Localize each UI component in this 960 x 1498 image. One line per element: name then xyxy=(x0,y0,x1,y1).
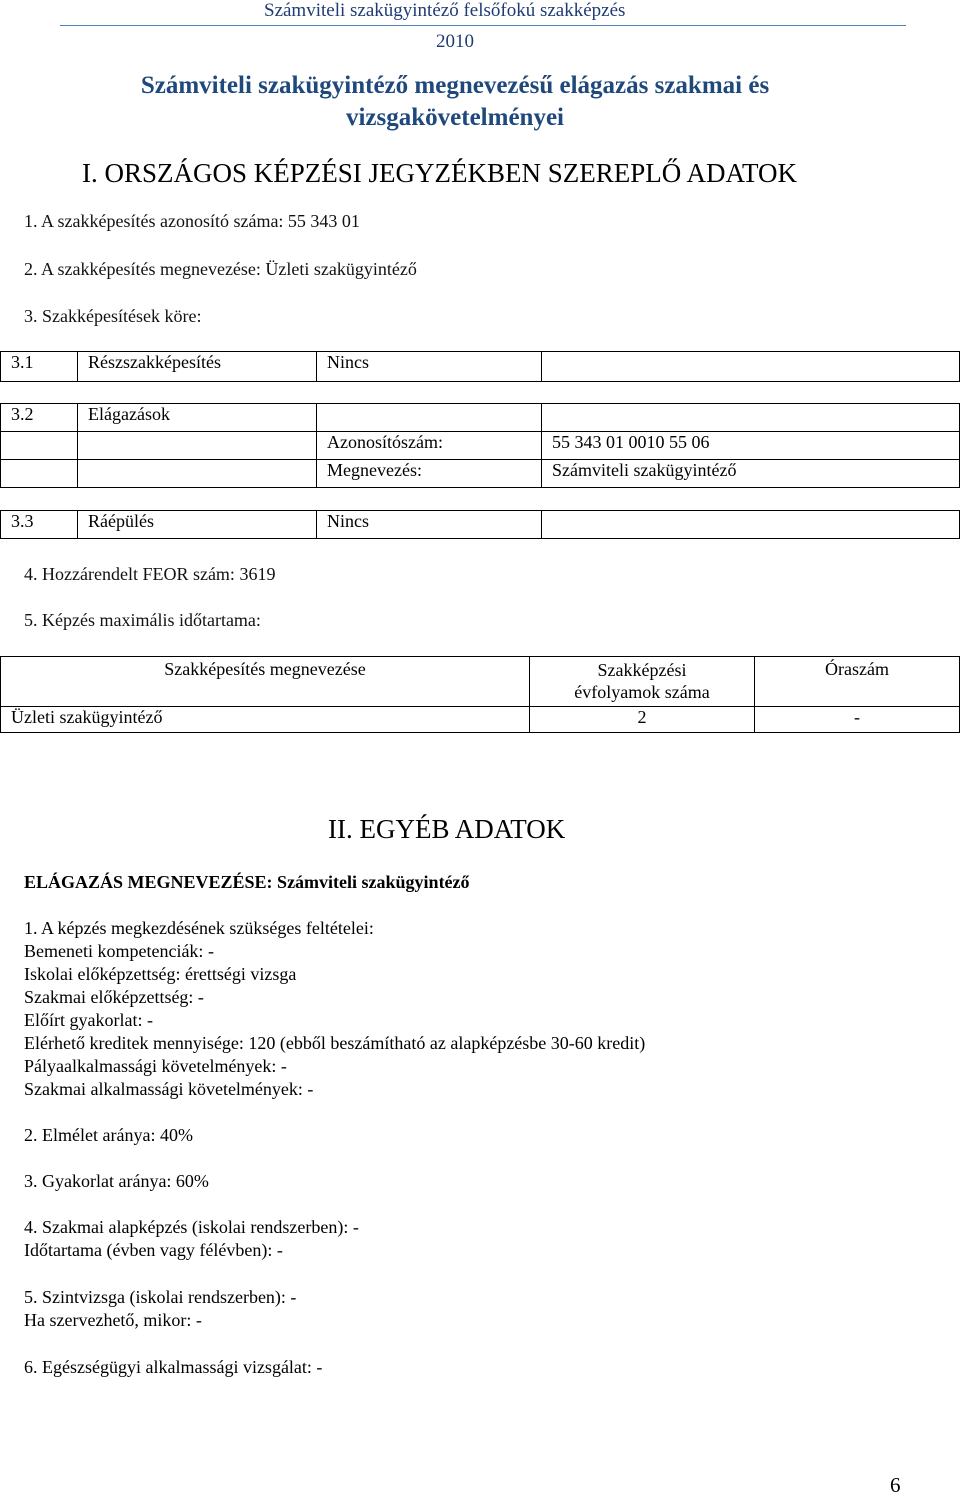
feltetelek-line: Szakmai alkalmassági követelmények: - xyxy=(24,1079,314,1099)
cell-empty xyxy=(317,404,542,432)
header-rule xyxy=(60,25,906,26)
cell-evfolyamok: 2 xyxy=(530,707,755,733)
block-szintvizsga xyxy=(24,1286,296,1332)
cell-value: Nincs xyxy=(317,352,542,382)
table-raepules xyxy=(0,510,960,539)
gyakorlat-arany: 3. Gyakorlat aránya: 60% xyxy=(24,1171,209,1191)
szintvizsga-line: 5. Szintvizsga (iskolai rendszerben): - xyxy=(24,1287,297,1307)
cell-szakkepesites: Üzleti szakügyintéző xyxy=(1,707,530,733)
elagazas-heading: ELÁGAZÁS MEGNEVEZÉSE: Számviteli szakügyintéző xyxy=(24,872,470,892)
cell-empty xyxy=(542,352,960,382)
col-header-evfolyamok xyxy=(530,657,755,707)
item-2-megnevezes: 2. A szakképesítés megnevezése: Üzleti szakügyintéző xyxy=(24,259,417,279)
cell-empty xyxy=(78,432,317,460)
alapkepzes-line: Időtartama (évben vagy félévben): - xyxy=(24,1240,283,1260)
document-title-line2: vizsgakövetelményei xyxy=(345,104,564,131)
item-4-feor: 4. Hozzárendelt FEOR szám: 3619 xyxy=(24,564,276,584)
cell-value: Nincs xyxy=(317,511,542,539)
running-header-year: 2010 xyxy=(436,31,474,52)
col-header-evfolyamok-line1: Szakképzési xyxy=(597,660,687,680)
elmelet-arany: 2. Elmélet aránya: 40% xyxy=(24,1125,193,1145)
cell-empty xyxy=(78,460,317,488)
block-feltetelek xyxy=(24,917,645,1101)
cell-oraszam: - xyxy=(755,707,960,733)
cell-num: 3.2 xyxy=(1,404,78,432)
alapkepzes-line: 4. Szakmai alapképzés (iskolai rendszerben): - xyxy=(24,1217,359,1237)
item-1-azonosito: 1. A szakképesítés azonosító száma: 55 343 01 xyxy=(24,211,360,231)
feltetelek-line: 1. A képzés megkezdésének szükséges feltételei: xyxy=(24,918,374,938)
egeszsegugyi-vizsgalat: 6. Egészségügyi alkalmassági vizsgálat: - xyxy=(24,1357,323,1377)
feltetelek-line: Pályaalkalmassági követelmények: - xyxy=(24,1056,287,1076)
table-kepzes-idotartam xyxy=(0,656,960,733)
table-elagazasok xyxy=(0,403,960,488)
page-number: 6 xyxy=(890,1473,901,1497)
block-alapkepzes xyxy=(24,1216,359,1262)
section-2-heading: II. EGYÉB ADATOK xyxy=(328,814,566,844)
item-3-kore: 3. Szakképesítések köre: xyxy=(24,306,202,326)
col-header-megnevezes: Szakképesítés megnevezése xyxy=(1,657,530,707)
cell-megn-value: Számviteli szakügyintéző xyxy=(542,460,960,488)
cell-num: 3.1 xyxy=(1,352,78,382)
feltetelek-line: Bemeneti kompetenciák: - xyxy=(24,941,214,961)
col-header-oraszam: Óraszám xyxy=(755,657,960,707)
cell-label: Részszakképesítés xyxy=(78,352,317,382)
table-reszszakkepesites xyxy=(0,351,960,382)
feltetelek-line: Előírt gyakorlat: - xyxy=(24,1010,153,1030)
cell-empty xyxy=(1,460,78,488)
cell-empty xyxy=(542,404,960,432)
cell-megn-label: Megnevezés: xyxy=(317,460,542,488)
cell-empty xyxy=(1,432,78,460)
cell-azon-label: Azonosítószám: xyxy=(317,432,542,460)
feltetelek-line: Szakmai előképzettség: - xyxy=(24,987,204,1007)
szintvizsga-line: Ha szervezhető, mikor: - xyxy=(24,1310,202,1330)
cell-azon-value: 55 343 01 0010 55 06 xyxy=(542,432,960,460)
cell-label: Elágazások xyxy=(78,404,317,432)
cell-label: Ráépülés xyxy=(78,511,317,539)
cell-num: 3.3 xyxy=(1,511,78,539)
cell-empty xyxy=(542,511,960,539)
feltetelek-line: Elérhető kreditek mennyisége: 120 (ebből beszámítható az alapképzésbe 30-60 kredit) xyxy=(24,1033,646,1053)
document-title-line1: Számviteli szakügyintéző megnevezésű elágazás szakmai és xyxy=(140,72,770,99)
section-1-heading: I. ORSZÁGOS KÉPZÉSI JEGYZÉKBEN SZEREPLŐ ADATOK xyxy=(82,158,798,188)
col-header-evfolyamok-line2: évfolyamok száma xyxy=(574,682,710,702)
running-header-title: Számviteli szakügyintéző felsőfokú szakképzés xyxy=(264,0,626,21)
item-5-kepzes-idotartam: 5. Képzés maximális időtartama: xyxy=(24,610,261,630)
document-title xyxy=(0,70,910,134)
feltetelek-line: Iskolai előképzettség: érettségi vizsga xyxy=(24,964,297,984)
